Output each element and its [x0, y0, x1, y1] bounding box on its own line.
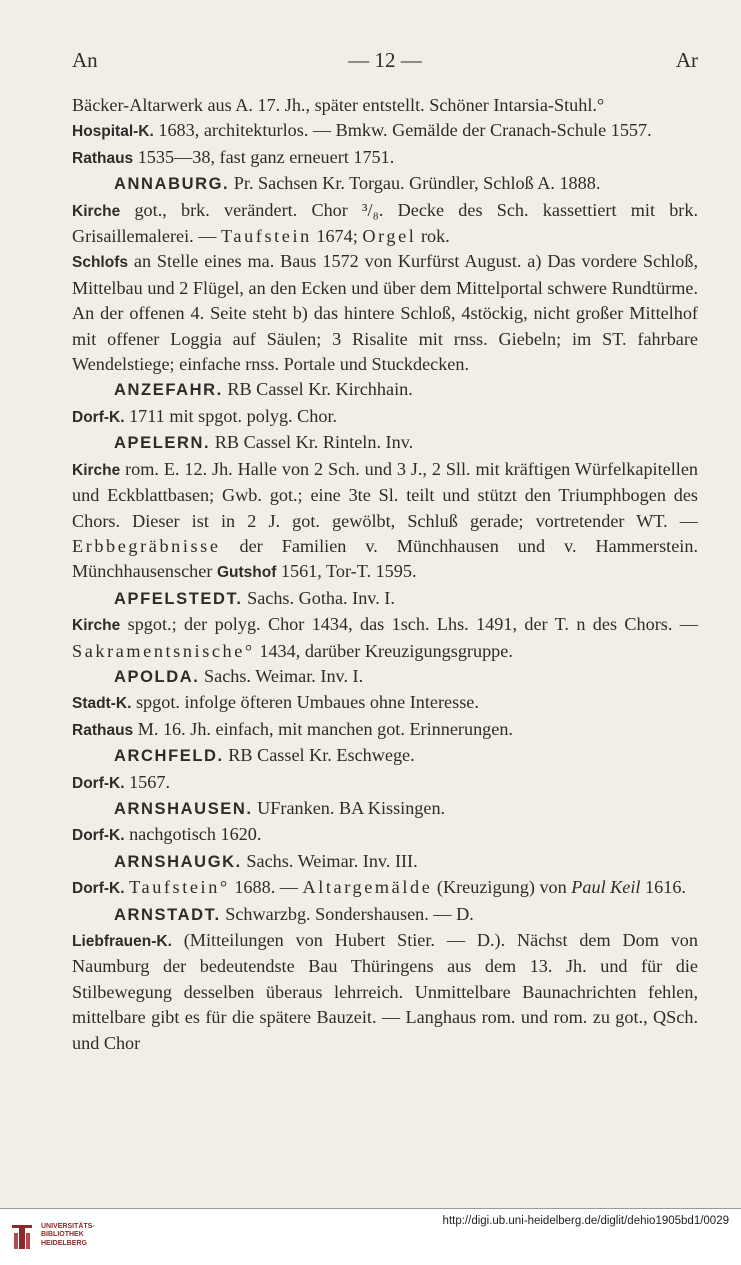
paragraph [72, 717, 698, 743]
text: Sachs. Gotha. Inv. I. [242, 587, 395, 608]
text: 1561, Tor-T. 1595. [276, 561, 417, 582]
text: RB Cassel Kr. Eschwege. [223, 745, 415, 766]
paragraph [72, 690, 698, 716]
entry-keyword: Stadt-K. [72, 695, 132, 713]
place-name: APFELSTEDT. [114, 589, 243, 608]
spaced-term: Taufstein [220, 226, 312, 247]
text: Pr. Sachsen Kr. Torgau. Gründler, Schloß A. 1888. [229, 173, 601, 194]
spaced-term: Erbbegräbnisse [72, 535, 221, 556]
text: (Kreuzigung) von [432, 877, 572, 898]
text: 1683, architekturlos. — Bmkw. Gemälde der Cranach-Schule 1557. [153, 120, 652, 141]
text: 1711 mit spgot. polyg. Chor. [124, 405, 338, 426]
place-name: ARNSHAUGK. [114, 852, 242, 871]
source-url-link[interactable]: http://digi.ub.uni-heidelberg.de/diglit/dehio1905bd1/0029 [442, 1215, 729, 1227]
text: an Stelle eines ma. Baus 1572 von Kurfürst August. a) Das vordere Schloß, Mittelbau und 2 Flügel, an den Ecken und über dem Mittelportal schwere Rundtürme. An der offenen 4. Seite steht b) das hintere Schloß, 4stöckig, nicht großer Mittelhof mit offener Loggia auf Säulen; 3 Risalite mit rnss. Giebeln; im ST. fahrbare Wendelstiege; einfache rnss. Portale und Stuckdecken. [72, 251, 698, 375]
text: spgot.; der polyg. Chor 1434, das 1sch. Lhs. 1491, der T. n des Chors. — [120, 614, 698, 635]
text: nachgotisch 1620. [124, 824, 262, 845]
text: Sachs. Weimar. Inv. III. [241, 850, 418, 871]
logo-line: HEIDELBERG [41, 1239, 87, 1247]
place-name: ANZEFAHR. [114, 381, 223, 400]
text: 1567. [124, 771, 170, 792]
paragraph [72, 822, 698, 848]
paragraph [72, 93, 698, 118]
page-body [72, 93, 698, 1056]
place-name: ARNSTADT. [114, 905, 221, 924]
text: spgot. infolge öfteren Umbaues ohne Interesse. [131, 692, 479, 713]
library-logo-icon [9, 1221, 35, 1253]
artist-name: Paul Keil [571, 877, 641, 898]
paragraph [72, 457, 698, 586]
place-name: APELERN. [114, 434, 211, 453]
entry-keyword: Rathaus [72, 721, 134, 739]
spaced-term: Sakramentsnische° [72, 640, 255, 661]
page-number: — 12 — [348, 48, 422, 72]
entry-keyword: Kirche [72, 461, 121, 479]
entry-keyword: Dorf-K. [72, 774, 125, 792]
place-heading [72, 796, 698, 822]
library-logo-text [41, 1223, 161, 1248]
paragraph [72, 875, 698, 901]
place-name: APOLDA. [114, 667, 200, 686]
text: got., brk. verändert. Chor ³/₈. Decke des Sch. kassettiert mit brk. Grisaillemalerei. — [72, 199, 698, 247]
entry-keyword: Gutshof [216, 564, 277, 582]
text: RB Cassel Kr. Rinteln. Inv. [210, 432, 414, 453]
place-heading [72, 743, 698, 769]
text: 1616. [640, 877, 686, 898]
entry-keyword: Kirche [72, 202, 121, 220]
paragraph [72, 612, 698, 664]
place-heading [72, 586, 698, 612]
header-left-keyword: An [72, 48, 98, 72]
place-heading [72, 902, 698, 928]
text: Bäcker-Altarwerk aus A. 17. Jh., später entstellt. Schöner Intarsia-Stuhl.° [72, 95, 605, 115]
text: 1688. — [229, 877, 303, 898]
spaced-term: Taufstein° [129, 877, 230, 898]
logo-line: BIBLIOTHEK [41, 1231, 84, 1239]
entry-keyword: Schlofs [72, 254, 128, 272]
text: RB Cassel Kr. Kirchhain. [222, 379, 413, 400]
entry-keyword: Rathaus [72, 149, 134, 167]
text: 1674; [311, 226, 363, 247]
paragraph [72, 928, 698, 1056]
spaced-term: Altargemälde [302, 877, 433, 898]
text: Schwarzbg. Sondershausen. — D. [220, 903, 474, 924]
text: UFranken. BA Kissingen. [252, 797, 446, 818]
paragraph [72, 770, 698, 796]
entry-keyword: Dorf-K. [72, 880, 125, 898]
place-name: ANNABURG. [114, 175, 230, 194]
paragraph [72, 249, 698, 377]
text: rok. [416, 226, 450, 247]
place-heading [72, 849, 698, 875]
text: Sachs. Weimar. Inv. I. [199, 665, 364, 686]
page-header [72, 48, 698, 78]
text: rom. E. 12. Jh. Halle von 2 Sch. und 3 J., 2 Sll. mit kräftigen Würfelkapitellen und Eckblattbasen; Gwb. got.; eine 3te Sl. teilt und stützt den Triumphbogen des Chors. Dieser ist in 2 J. got. gewölbt, Schluß gerade; vortretender WT. — [72, 458, 698, 531]
footer-bar [0, 1209, 741, 1265]
place-heading [72, 171, 698, 197]
paragraph [72, 404, 698, 430]
place-name: ARCHFELD. [114, 747, 224, 766]
entry-keyword: Liebfrauen-K. [72, 933, 172, 950]
text: (Mitteilungen von Hubert Stier. — D.). Nächst dem Dom von Naumburg der bedeutendste Bau Thüringens aus dem 13. Jh. und für die Stilbewegung desselben überaus lehrreich. Unmittelbare Baunachrichten fehlen, mittelbare gibt es für die spätere Bauzeit. — Langhaus rom. und rom. zu got., QSch. und Chor [72, 930, 698, 1053]
place-name: ARNSHAUSEN. [114, 799, 253, 818]
text: M. 16. Jh. einfach, mit manchen got. Erinnerungen. [133, 718, 513, 739]
entry-keyword: Dorf-K. [72, 408, 125, 426]
text: 1434, darüber Kreuzigungsgruppe. [254, 640, 513, 661]
entry-keyword: Kirche [72, 617, 121, 635]
header-right-keyword: Ar [675, 48, 698, 72]
spaced-term: Orgel [362, 226, 417, 247]
place-heading [72, 430, 698, 456]
entry-keyword: Dorf-K. [72, 827, 125, 845]
place-heading [72, 664, 698, 690]
text: 1535—38, fast ganz erneuert 1751. [133, 146, 395, 167]
paragraph [72, 145, 698, 171]
paragraph [72, 198, 698, 250]
paragraph [72, 118, 698, 144]
entry-keyword: Hospital-K. [72, 123, 154, 141]
text: der Familien v. Münchhausen und v. Hammerstein. Münchhausenscher [72, 535, 698, 582]
logo-line: UNIVERSITÄTS- [41, 1223, 95, 1230]
place-heading [72, 377, 698, 403]
